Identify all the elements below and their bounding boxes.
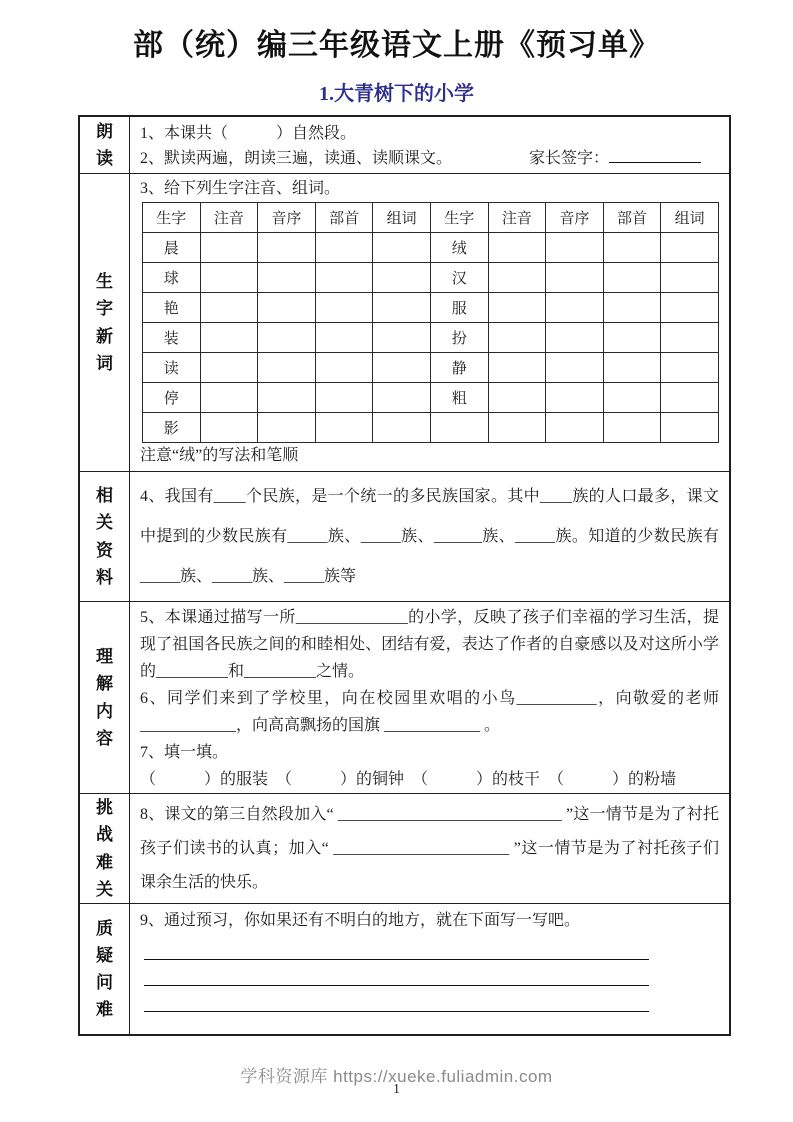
empty-cell <box>488 353 546 383</box>
header-cell: 组词 <box>661 203 719 233</box>
empty-cell <box>315 233 373 263</box>
section-related-info <box>80 472 729 602</box>
empty-cell <box>488 413 546 443</box>
page-number: 1 <box>393 1082 400 1097</box>
questions-intro: 9、通过预习，你如果还有不明白的地方，就在下面写一写吧。 <box>140 912 581 929</box>
char-cell: 艳 <box>143 293 201 323</box>
empty-cell <box>373 383 431 413</box>
table-row <box>143 263 719 293</box>
section-questions-body <box>130 904 729 1034</box>
table-row <box>143 293 719 323</box>
comprehension-item-7: 7、填一填。 <box>140 744 229 761</box>
empty-cell <box>488 263 546 293</box>
characters-table <box>142 202 719 443</box>
empty-cell <box>258 353 316 383</box>
section-reading-label <box>80 117 130 173</box>
comprehension-item-6: 6、同学们来到了学校里，向在校园里欢唱的小鸟__________，向敬爱的老师____________，向高高飘扬的国旗 ____________ 。 <box>140 690 719 734</box>
answer-line <box>144 959 649 960</box>
new-words-intro: 3、给下列生字注音、组词。 <box>140 180 341 197</box>
section-label-text: 理解内容 <box>95 647 113 748</box>
header-cell: 组词 <box>373 203 431 233</box>
empty-cell <box>315 353 373 383</box>
empty-cell <box>661 293 719 323</box>
char-cell <box>430 413 488 443</box>
empty-cell <box>603 233 661 263</box>
section-challenge-label <box>80 794 130 903</box>
section-label-text: 质疑问难 <box>95 918 113 1020</box>
empty-cell <box>315 383 373 413</box>
empty-cell <box>661 353 719 383</box>
section-label-text: 朗读 <box>95 121 113 168</box>
char-cell: 绒 <box>430 233 488 263</box>
empty-cell <box>546 263 604 293</box>
section-reading <box>80 117 729 174</box>
characters-table-header <box>143 203 719 233</box>
section-new-words-body <box>130 174 729 471</box>
table-row <box>143 413 719 443</box>
section-comprehension-label <box>80 602 130 793</box>
char-cell: 粗 <box>430 383 488 413</box>
header-cell: 注音 <box>200 203 258 233</box>
empty-cell <box>488 383 546 413</box>
empty-cell <box>258 263 316 293</box>
empty-cell <box>200 353 258 383</box>
reading-item-2-text: 2、默读两遍，朗读三遍，读通、读顺课文。 <box>140 150 453 167</box>
related-info-text: 4、我国有____个民族，是一个统一的多民族国家。其中____族的人口最多，课文中提到的少数民族有_____族、_____族、______族、_____族。知道的少数民族有_____族、_____族、_____族等 <box>140 488 719 585</box>
header-cell: 生字 <box>430 203 488 233</box>
empty-cell <box>200 263 258 293</box>
section-related-info-body <box>130 472 729 601</box>
answer-line <box>144 985 649 986</box>
empty-cell <box>200 323 258 353</box>
reading-item-1: 1、本课共（ ）自然段。 <box>140 125 357 142</box>
empty-cell <box>488 293 546 323</box>
parent-signature-label: 家长签字： <box>528 150 609 167</box>
char-cell: 球 <box>143 263 201 293</box>
empty-cell <box>603 293 661 323</box>
char-cell: 服 <box>430 293 488 323</box>
empty-cell <box>258 293 316 323</box>
empty-cell <box>661 383 719 413</box>
char-cell: 汉 <box>430 263 488 293</box>
section-challenge <box>80 794 729 904</box>
empty-cell <box>661 323 719 353</box>
section-label-text: 挑战难关 <box>95 798 113 899</box>
char-cell: 晨 <box>143 233 201 263</box>
answer-line <box>144 1011 649 1012</box>
empty-cell <box>373 353 431 383</box>
header-cell: 部首 <box>603 203 661 233</box>
empty-cell <box>200 233 258 263</box>
lesson-title: 1.大青树下的小学 <box>319 83 474 105</box>
empty-cell <box>488 233 546 263</box>
header-cell: 音序 <box>546 203 604 233</box>
char-cell: 扮 <box>430 323 488 353</box>
footer-text: 学科资源库 https://xueke.fuliadmin.com <box>240 1067 553 1086</box>
empty-cell <box>661 233 719 263</box>
empty-cell <box>546 383 604 413</box>
section-label-text: 生字新词 <box>95 272 113 373</box>
empty-cell <box>603 413 661 443</box>
char-cell: 停 <box>143 383 201 413</box>
section-new-words-label <box>80 174 130 471</box>
section-questions <box>80 904 729 1034</box>
empty-cell <box>373 323 431 353</box>
empty-cell <box>258 233 316 263</box>
table-row <box>143 323 719 353</box>
table-row <box>143 353 719 383</box>
section-questions-label <box>80 904 130 1034</box>
section-related-info-label <box>80 472 130 601</box>
table-row <box>143 233 719 263</box>
empty-cell <box>373 263 431 293</box>
empty-cell <box>258 383 316 413</box>
empty-cell <box>200 413 258 443</box>
empty-cell <box>315 263 373 293</box>
empty-cell <box>603 353 661 383</box>
char-cell: 读 <box>143 353 201 383</box>
char-cell: 装 <box>143 323 201 353</box>
empty-cell <box>546 293 604 323</box>
header-cell: 生字 <box>143 203 201 233</box>
empty-cell <box>546 353 604 383</box>
table-row <box>143 383 719 413</box>
challenge-item-8: 8、课文的第三自然段加入“ ____________________________ ”这一情节是为了衬托孩子们读书的认真；加入“ ______________________ ”这一情节是为了衬托孩子们课余生活的快乐。 <box>140 806 719 891</box>
empty-cell <box>315 293 373 323</box>
empty-cell <box>200 383 258 413</box>
empty-cell <box>603 383 661 413</box>
reading-item-2 <box>140 146 719 171</box>
header-cell: 注音 <box>488 203 546 233</box>
empty-cell <box>258 413 316 443</box>
header-cell: 音序 <box>258 203 316 233</box>
char-cell: 静 <box>430 353 488 383</box>
signature-line <box>609 147 701 163</box>
empty-cell <box>373 293 431 323</box>
empty-cell <box>546 323 604 353</box>
empty-cell <box>546 233 604 263</box>
new-words-note: 注意“绒”的写法和笔顺 <box>140 447 299 464</box>
empty-cell <box>661 263 719 293</box>
section-comprehension-body <box>130 602 729 793</box>
empty-cell <box>546 413 604 443</box>
section-comprehension <box>80 602 729 794</box>
empty-cell <box>315 413 373 443</box>
section-challenge-body <box>130 794 729 903</box>
section-label-text: 相关资料 <box>95 486 113 587</box>
section-reading-body <box>130 117 729 173</box>
empty-cell <box>661 413 719 443</box>
empty-cell <box>373 233 431 263</box>
worksheet-table <box>78 115 731 1036</box>
page-title: 部（统）编三年级语文上册《预习单》 <box>133 29 660 62</box>
header-cell: 部首 <box>315 203 373 233</box>
empty-cell <box>200 293 258 323</box>
empty-cell <box>488 323 546 353</box>
comprehension-fill-line: （ ）的服装 （ ）的铜钟 （ ）的枝干 （ ）的粉墙 <box>140 771 677 788</box>
empty-cell <box>315 323 373 353</box>
empty-cell <box>603 263 661 293</box>
char-cell: 影 <box>143 413 201 443</box>
parent-signature <box>529 146 719 171</box>
empty-cell <box>603 323 661 353</box>
empty-cell <box>258 323 316 353</box>
empty-cell <box>373 413 431 443</box>
comprehension-item-5: 5、本课通过描写一所______________的小学，反映了孩子们幸福的学习生活，提现了祖国各民族之间的和睦相处、团结有爱，表达了作者的自豪感以及对这所小学的_________和_________之情。 <box>140 609 719 680</box>
section-new-words <box>80 174 729 472</box>
